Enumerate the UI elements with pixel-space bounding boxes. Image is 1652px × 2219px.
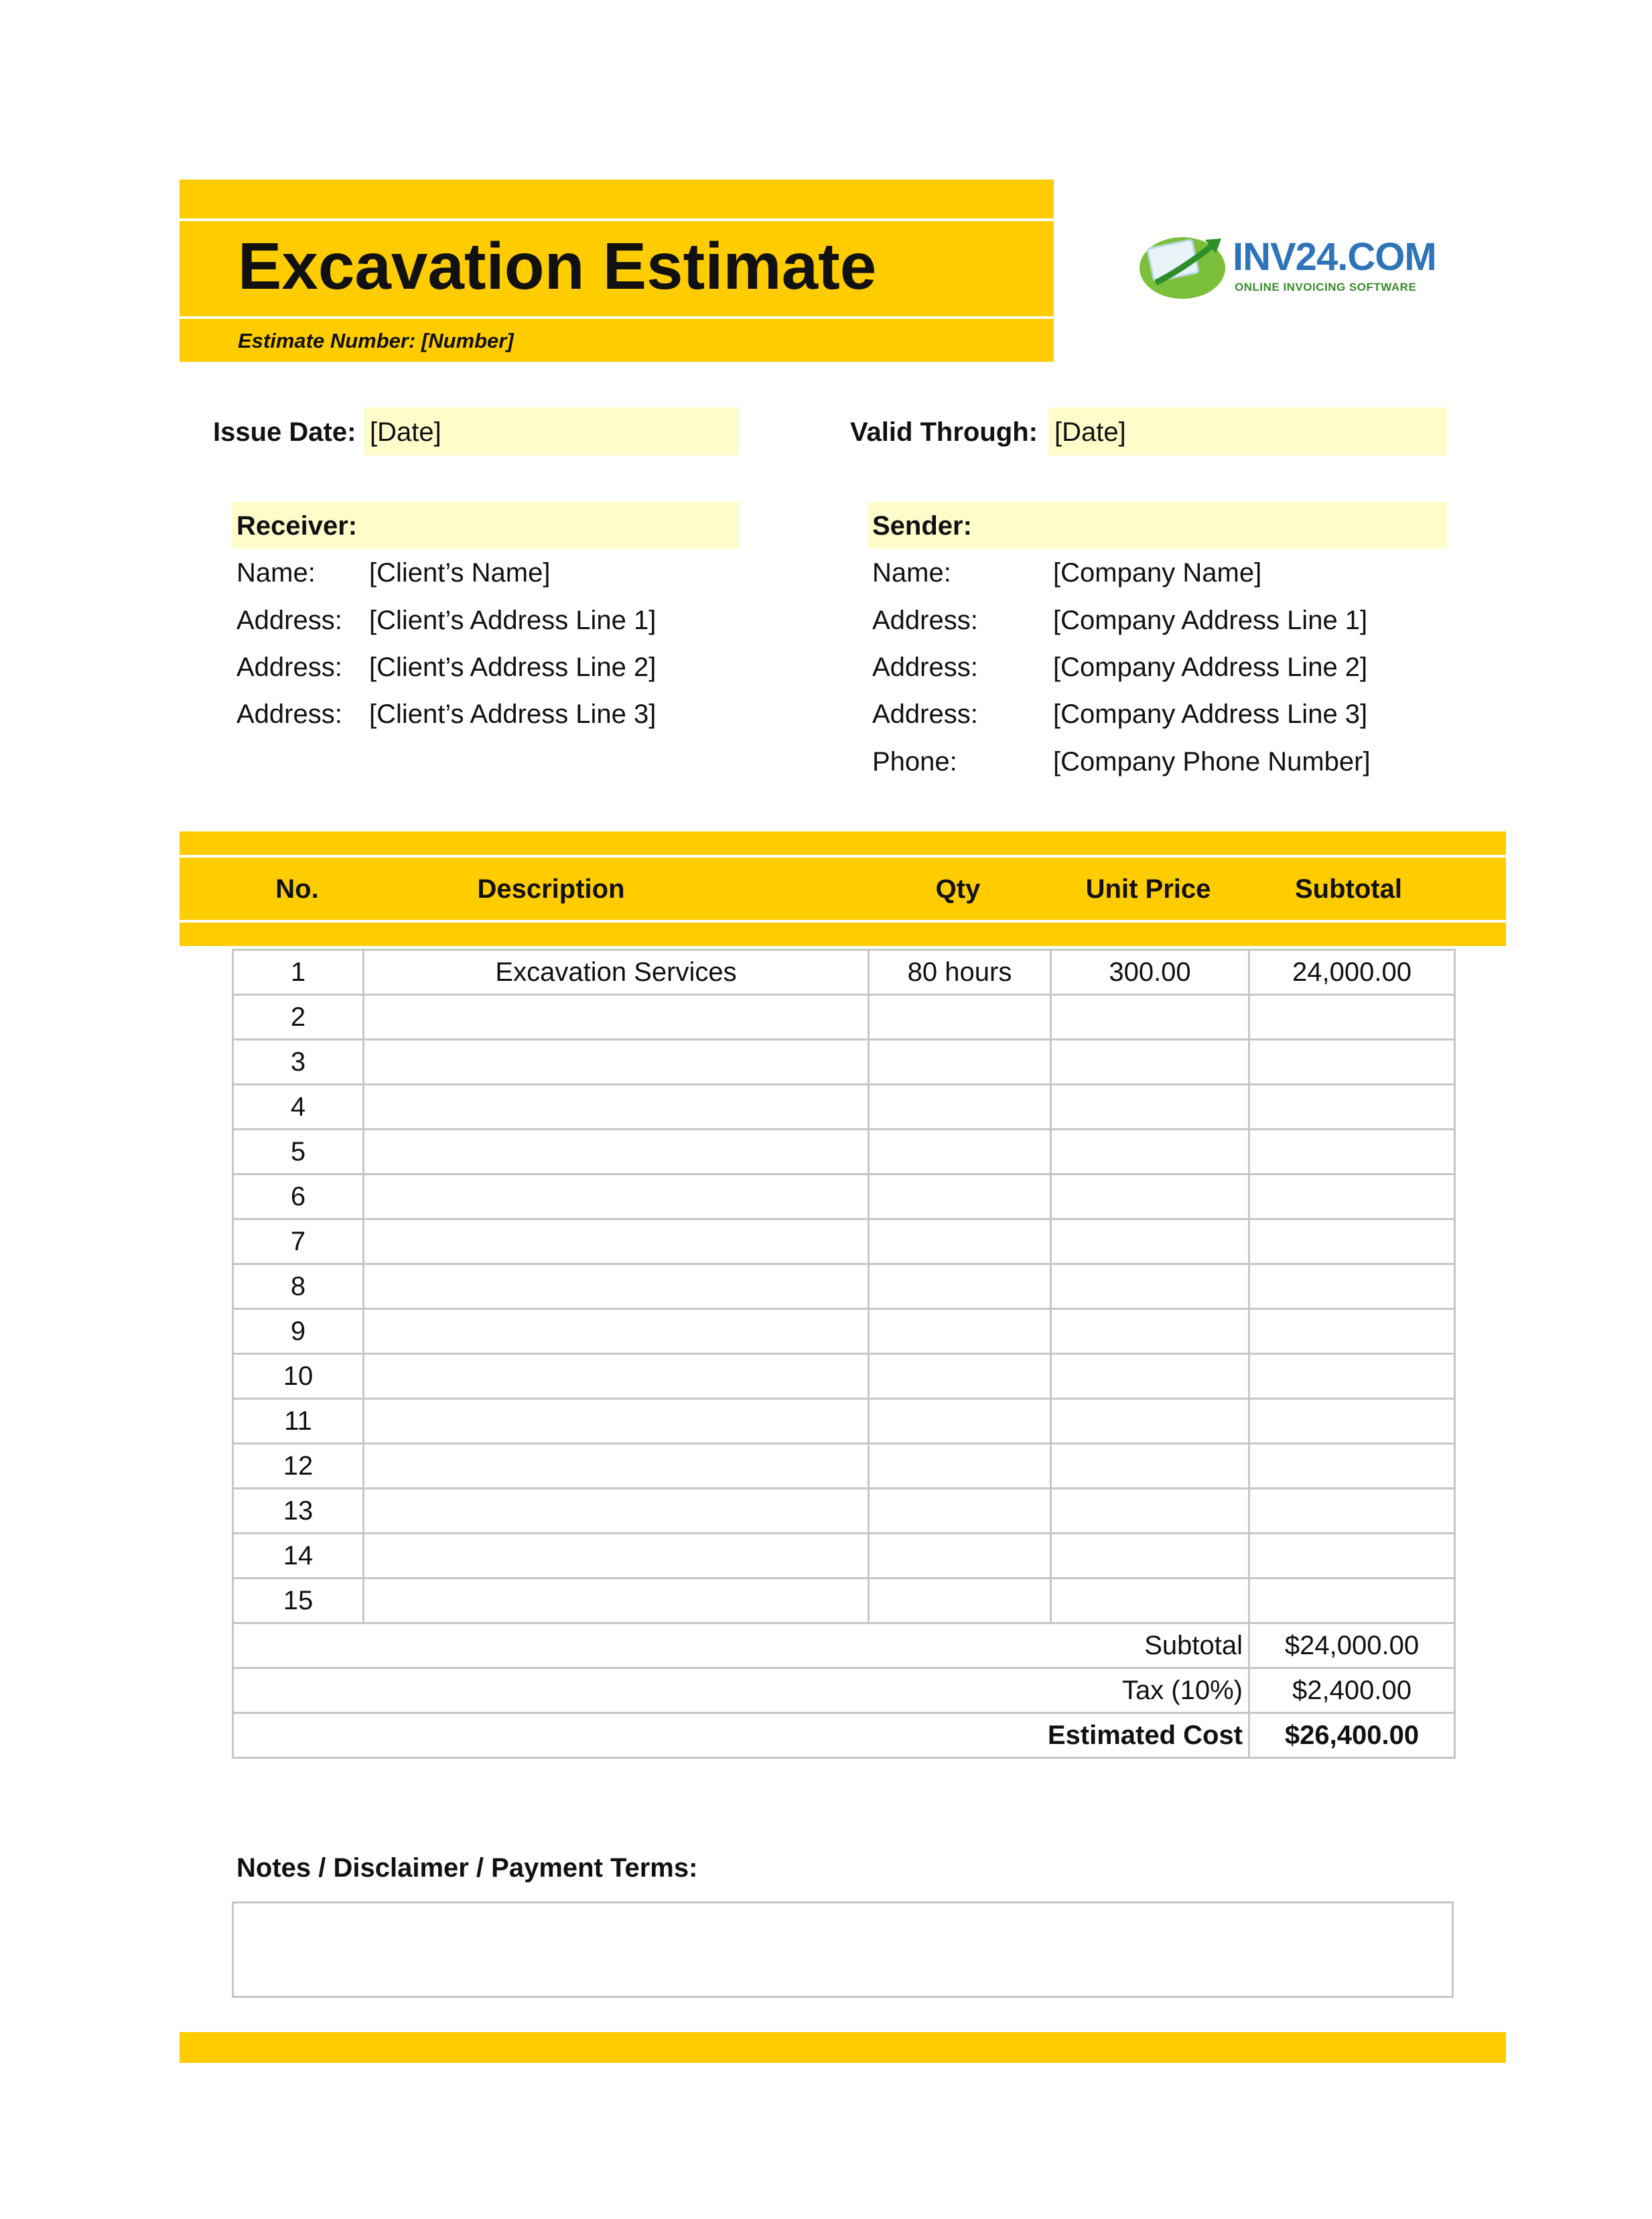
cell-qty[interactable] xyxy=(869,1309,1051,1354)
cell-no[interactable]: 2 xyxy=(233,995,364,1040)
cell-subtotal[interactable] xyxy=(1249,995,1455,1040)
sender-phone-value[interactable]: [Company Phone Number] xyxy=(1053,747,1371,777)
cell-description[interactable] xyxy=(364,1040,869,1085)
cell-subtotal[interactable] xyxy=(1249,1130,1455,1174)
cell-description[interactable] xyxy=(364,1399,869,1444)
table-row xyxy=(233,1130,1455,1174)
cell-unit-price[interactable] xyxy=(1051,995,1249,1040)
receiver-name-value[interactable]: [Client’s Name] xyxy=(369,558,551,588)
table-row xyxy=(233,1040,1455,1085)
cell-subtotal[interactable] xyxy=(1249,1534,1455,1578)
cell-unit-price[interactable] xyxy=(1051,1085,1249,1130)
cell-subtotal[interactable] xyxy=(1249,1085,1455,1130)
issue-date-value: [Date] xyxy=(370,417,441,447)
sender-address-value[interactable]: [Company Address Line 2] xyxy=(1053,653,1368,682)
column-header-qty: Qty xyxy=(935,874,981,904)
cell-unit-price[interactable] xyxy=(1051,1444,1249,1489)
notes-value xyxy=(234,1903,1452,1917)
cell-unit-price[interactable]: 300.00 xyxy=(1051,950,1249,995)
cell-unit-price[interactable] xyxy=(1051,1130,1249,1174)
sender-address-label: Address: xyxy=(872,699,978,729)
receiver-address-value[interactable]: [Client’s Address Line 3] xyxy=(369,699,657,729)
cell-description[interactable] xyxy=(364,1534,869,1578)
valid-through-value: [Date] xyxy=(1054,417,1126,447)
header-divider xyxy=(180,316,1054,319)
totals-value: $26,400.00 xyxy=(1249,1713,1455,1758)
column-header-no: No. xyxy=(275,874,319,904)
cell-description[interactable] xyxy=(364,1578,869,1623)
sender-name-label: Name: xyxy=(872,558,951,588)
table-row xyxy=(233,995,1455,1040)
cell-description[interactable] xyxy=(364,1130,869,1174)
cell-no[interactable]: 6 xyxy=(233,1174,364,1219)
cell-no[interactable]: 4 xyxy=(233,1085,364,1130)
table-header-divider xyxy=(180,920,1506,923)
cell-qty[interactable] xyxy=(869,995,1051,1040)
cell-description[interactable] xyxy=(364,1264,869,1309)
table-row xyxy=(233,1085,1455,1130)
cell-no[interactable]: 9 xyxy=(233,1309,364,1354)
cell-description[interactable] xyxy=(364,1489,869,1534)
logo-text: INV24.COM xyxy=(1233,235,1436,279)
header-divider xyxy=(180,218,1054,221)
table-row xyxy=(233,1174,1455,1219)
sender-address-label: Address: xyxy=(872,606,978,635)
cell-unit-price[interactable] xyxy=(1051,1309,1249,1354)
sender-heading: Sender: xyxy=(872,511,972,541)
logo-tagline: ONLINE INVOICING SOFTWARE xyxy=(1235,281,1417,293)
sender-name-value[interactable]: [Company Name] xyxy=(1053,558,1262,588)
receiver-address-label: Address: xyxy=(236,653,342,682)
cell-qty[interactable] xyxy=(869,1354,1051,1399)
cell-qty[interactable] xyxy=(869,1085,1051,1130)
totals-value: $24,000.00 xyxy=(1249,1623,1455,1668)
cell-no[interactable]: 11 xyxy=(233,1399,364,1444)
cell-unit-price[interactable] xyxy=(1051,1174,1249,1219)
totals-label: Tax (10%) xyxy=(233,1668,1249,1713)
cell-subtotal[interactable] xyxy=(1249,1040,1455,1085)
receiver-address-value[interactable]: [Client’s Address Line 1] xyxy=(369,606,657,635)
cell-no[interactable]: 12 xyxy=(233,1444,364,1489)
table-row xyxy=(233,1489,1455,1534)
cell-qty[interactable] xyxy=(869,1534,1051,1578)
cell-no[interactable]: 5 xyxy=(233,1130,364,1174)
cell-unit-price[interactable] xyxy=(1051,1219,1249,1264)
page-title: Excavation Estimate xyxy=(238,229,877,303)
cell-unit-price[interactable] xyxy=(1051,1399,1249,1444)
table-row xyxy=(233,1309,1455,1354)
column-header-subtotal: Subtotal xyxy=(1295,874,1402,904)
column-header-unit-price: Unit Price xyxy=(1085,874,1211,904)
cell-qty[interactable] xyxy=(869,1489,1051,1534)
column-header-description: Description xyxy=(477,874,625,904)
sender-phone-label: Phone: xyxy=(872,747,957,777)
cell-description[interactable] xyxy=(364,1354,869,1399)
receiver-address-value[interactable]: [Client’s Address Line 2] xyxy=(369,653,657,682)
cell-qty[interactable] xyxy=(869,1219,1051,1264)
cell-unit-price[interactable] xyxy=(1051,1489,1249,1534)
notes-textarea[interactable] xyxy=(232,1901,1454,1998)
totals-row xyxy=(233,1713,1455,1758)
cell-description[interactable] xyxy=(364,1085,869,1130)
cell-qty[interactable] xyxy=(869,1264,1051,1309)
table-row xyxy=(233,1534,1455,1578)
cell-description[interactable] xyxy=(364,1219,869,1264)
cell-subtotal[interactable]: 24,000.00 xyxy=(1249,950,1455,995)
cell-unit-price[interactable] xyxy=(1051,1354,1249,1399)
estimate-number[interactable]: Estimate Number: [Number] xyxy=(238,329,514,352)
cell-no[interactable]: 3 xyxy=(233,1040,364,1085)
footer-band xyxy=(180,2032,1506,2063)
cell-subtotal[interactable] xyxy=(1249,1264,1455,1309)
table-row xyxy=(233,1219,1455,1264)
totals-label: Subtotal xyxy=(233,1623,1249,1668)
cell-qty[interactable] xyxy=(869,1174,1051,1219)
cell-unit-price[interactable] xyxy=(1051,1040,1249,1085)
cell-description[interactable] xyxy=(364,995,869,1040)
receiver-address-label: Address: xyxy=(236,606,342,635)
cell-description[interactable] xyxy=(364,1444,869,1489)
cell-subtotal[interactable] xyxy=(1249,1174,1455,1219)
cell-no[interactable]: 15 xyxy=(233,1578,364,1623)
valid-through-field[interactable] xyxy=(1048,407,1447,456)
cell-description[interactable]: Excavation Services xyxy=(364,950,869,995)
cell-qty[interactable]: 80 hours xyxy=(869,950,1051,995)
cell-qty[interactable] xyxy=(869,1399,1051,1444)
sender-address-value[interactable]: [Company Address Line 3] xyxy=(1053,699,1368,729)
line-items-table xyxy=(232,949,1456,1759)
cell-subtotal[interactable] xyxy=(1249,1489,1455,1534)
cell-qty[interactable] xyxy=(869,1040,1051,1085)
notes-label: Notes / Disclaimer / Payment Terms: xyxy=(236,1853,698,1883)
cell-unit-price[interactable] xyxy=(1051,1264,1249,1309)
totals-label: Estimated Cost xyxy=(233,1713,1249,1758)
issue-date-label: Issue Date: xyxy=(213,417,356,447)
table-row xyxy=(233,1578,1455,1623)
cell-description[interactable] xyxy=(364,1309,869,1354)
cell-no[interactable]: 10 xyxy=(233,1354,364,1399)
cell-subtotal[interactable] xyxy=(1249,1309,1455,1354)
cell-subtotal[interactable] xyxy=(1249,1399,1455,1444)
receiver-name-label: Name: xyxy=(236,558,316,588)
cell-subtotal[interactable] xyxy=(1249,1444,1455,1489)
totals-value: $2,400.00 xyxy=(1249,1668,1455,1713)
cell-subtotal[interactable] xyxy=(1249,1219,1455,1264)
table-row xyxy=(233,1264,1455,1309)
cell-qty[interactable] xyxy=(869,1578,1051,1623)
table-row xyxy=(233,1354,1455,1399)
cell-unit-price[interactable] xyxy=(1051,1578,1249,1623)
logo-icon xyxy=(1135,229,1229,303)
cell-no[interactable]: 13 xyxy=(233,1489,364,1534)
cell-qty[interactable] xyxy=(869,1444,1051,1489)
sender-address-label: Address: xyxy=(872,653,978,682)
cell-subtotal[interactable] xyxy=(1249,1578,1455,1623)
cell-description[interactable] xyxy=(364,1174,869,1219)
table-row xyxy=(233,1444,1455,1489)
cell-qty[interactable] xyxy=(869,1130,1051,1174)
receiver-heading: Receiver: xyxy=(236,511,358,541)
cell-subtotal[interactable] xyxy=(1249,1354,1455,1399)
cell-no[interactable]: 1 xyxy=(233,950,364,995)
cell-no[interactable]: 8 xyxy=(233,1264,364,1309)
totals-row xyxy=(233,1623,1455,1668)
cell-unit-price[interactable] xyxy=(1051,1534,1249,1578)
receiver-address-label: Address: xyxy=(236,699,342,729)
totals-row xyxy=(233,1668,1455,1713)
issue-date-field[interactable] xyxy=(364,407,739,456)
table-row xyxy=(233,1399,1455,1444)
sender-address-value[interactable]: [Company Address Line 1] xyxy=(1053,606,1368,635)
table-row xyxy=(233,950,1455,995)
valid-through-label: Valid Through: xyxy=(850,417,1038,447)
cell-no[interactable]: 7 xyxy=(233,1219,364,1264)
cell-no[interactable]: 14 xyxy=(233,1534,364,1578)
table-header-divider xyxy=(180,855,1506,858)
